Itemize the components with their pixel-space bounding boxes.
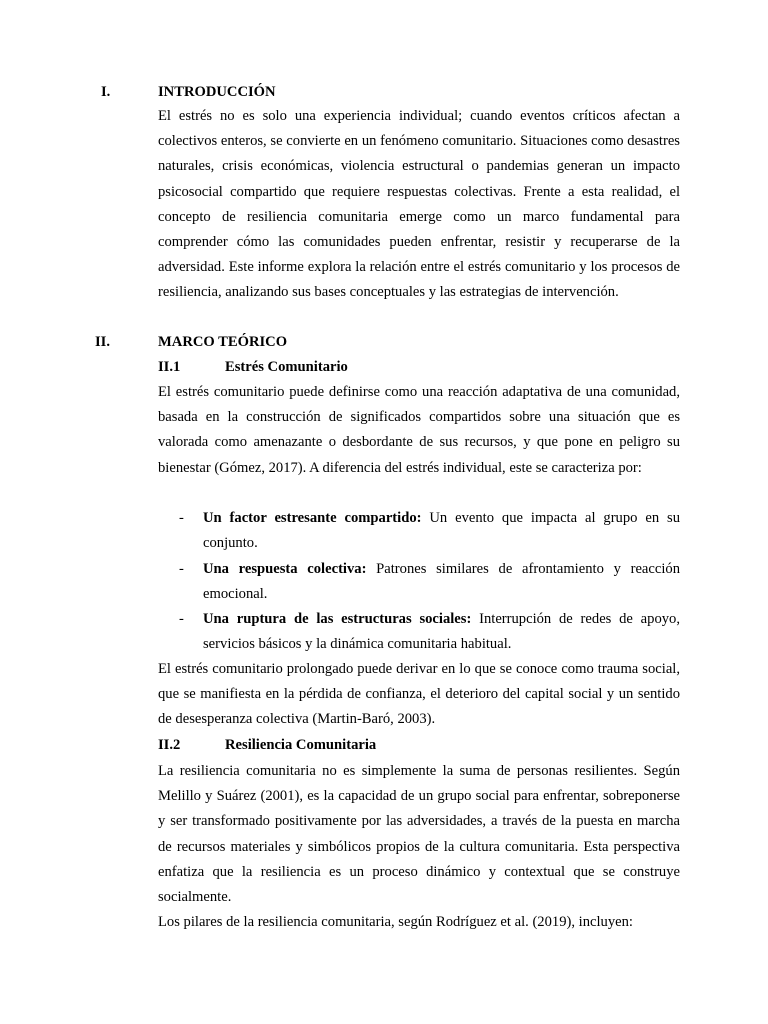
bullet-marker: - bbox=[179, 561, 184, 577]
bullet-item-collective-response bbox=[203, 557, 680, 607]
bullet-item-shared-stressor bbox=[203, 506, 680, 556]
section-1-number: I. bbox=[101, 84, 111, 100]
bullet-description: Patrones similares de afrontamiento y reacción emocional. bbox=[203, 561, 680, 603]
subsection-2-2-closing: Los pilares de la resiliencia comunitaria, según Rodríguez et al. (2019), incluyen: bbox=[158, 914, 633, 930]
subsection-2-1-number: II.1 bbox=[158, 359, 181, 375]
section-2-title: MARCO TEÓRICO bbox=[158, 334, 288, 350]
subsection-2-1-intro: El estrés comunitario puede definirse como una reacción adaptativa de una comunidad, basada en la construcción de significados compartidos sobre una situación que es valorada como amenazante o desbordante de sus recursos, y que pone en peligro su bienestar (Gómez, 2017). A diferencia del estrés individual, este se caracteriza por: bbox=[158, 384, 680, 476]
bullet-term: Una ruptura de las estructuras sociales: bbox=[203, 611, 472, 627]
bullet-term: Una respuesta colectiva: bbox=[203, 561, 367, 577]
bullet-term: Un factor estresante compartido: bbox=[203, 510, 422, 526]
section-2-number: II. bbox=[95, 334, 111, 350]
bullet-marker: - bbox=[179, 510, 184, 526]
bullet-description: Interrupción de redes de apoyo, servicios básicos y la dinámica comunitaria habitual. bbox=[203, 611, 680, 653]
bullet-description: Un evento que impacta al grupo en su conjunto. bbox=[203, 510, 680, 552]
subsection-2-1-closing: El estrés comunitario prolongado puede derivar en lo que se conoce como trauma social, que se manifiesta en la pérdida de confianza, el deterioro del capital social y un sentido de desesperanza colectiva (Martin-Baró, 2003). bbox=[158, 661, 680, 728]
subsection-2-1-title: Estrés Comunitario bbox=[225, 359, 348, 375]
bullet-item-social-rupture bbox=[203, 607, 680, 657]
subsection-2-2-title: Resiliencia Comunitaria bbox=[225, 737, 377, 753]
section-1-paragraph: El estrés no es solo una experiencia individual; cuando eventos críticos afectan a colectivos enteros, se convierte en un fenómeno comunitario. Situaciones como desastres naturales, crisis económicas, violencia estructural o pandemias generan un impacto psicosocial compartido que requiere respuestas colectivas. Frente a esta realidad, el concepto de resiliencia comunitaria emerge como un marco fundamental para comprender cómo las comunidades pueden enfrentar, resistir y recuperarse de la adversidad. Este informe explora la relación entre el estrés comunitario y los procesos de resiliencia, analizando sus bases conceptuales y las estrategias de intervención. bbox=[158, 108, 680, 301]
bullet-marker: - bbox=[179, 611, 184, 627]
subsection-2-2-number: II.2 bbox=[158, 737, 181, 753]
section-1-title: INTRODUCCIÓN bbox=[158, 84, 276, 100]
subsection-2-2-intro: La resiliencia comunitaria no es simplemente la suma de personas resilientes. Según Melillo y Suárez (2001), es la capacidad de un grupo social para enfrentar, sobreponerse y ser transformado positivamente por las adversidades, a través de la puesta en marcha de recursos materiales y simbólicos propios de la cultura comunitaria. Esta perspectiva enfatiza que la resiliencia es un proceso dinámico y contextual que se construye socialmente. bbox=[158, 763, 680, 906]
